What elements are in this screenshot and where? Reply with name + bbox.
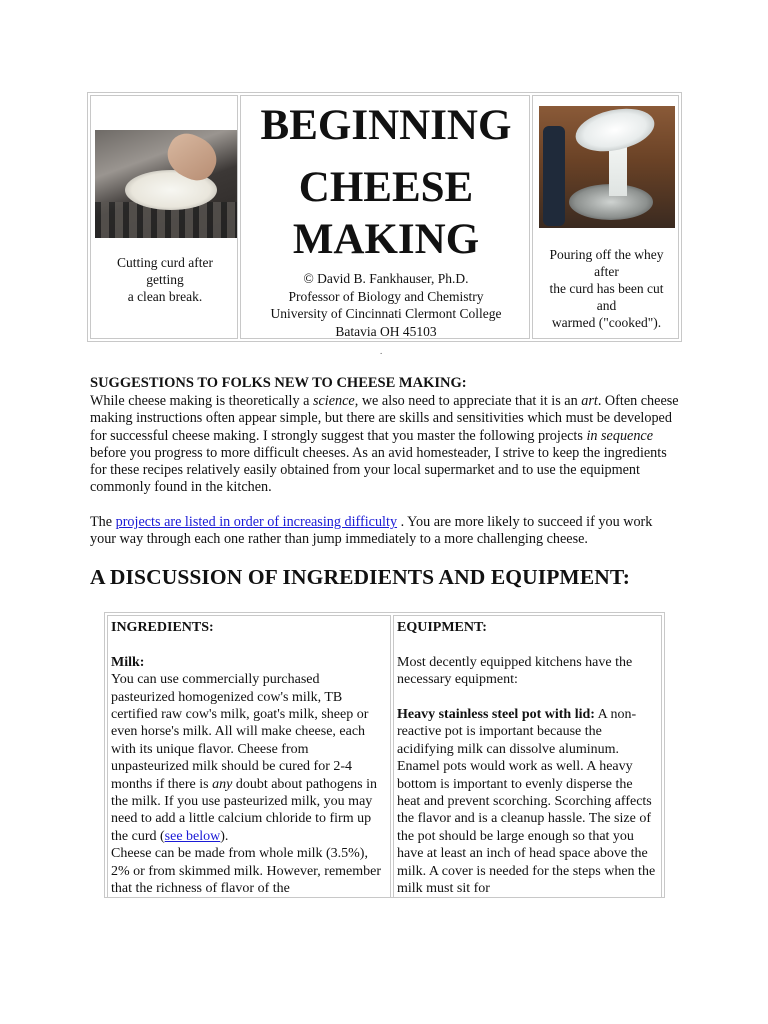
emphasis-any: any (212, 776, 233, 792)
emphasis-sequence: in sequence (586, 427, 654, 444)
caption-line: Cutting curd after (117, 255, 213, 270)
ingredients-column (107, 615, 391, 898)
left-photo-caption (91, 254, 239, 305)
right-photo-caption (533, 246, 680, 331)
caption-line: getting (146, 272, 184, 287)
emphasis-science: science (312, 393, 355, 409)
see-below-link[interactable]: see below (164, 828, 221, 844)
equipment-intro: Most decently equipped kitchens have the necessary equipment: (397, 654, 633, 688)
discussion-heading: A DISCUSSION OF INGREDIENTS AND EQUIPMENT: (90, 565, 630, 589)
caption-line: a clean break. (127, 289, 203, 304)
milk-paragraph (111, 671, 386, 845)
caption-line: after (594, 264, 619, 279)
emphasis-art: art (581, 393, 598, 409)
caption-line: the curd has been cut (549, 281, 664, 296)
suggestions-heading: SUGGESTIONS TO FOLKS NEW TO CHEESE MAKING: (90, 375, 467, 391)
pouring-whey-photo (539, 106, 675, 228)
text-run: before you progress to more difficult cheeses. As an avid homesteader, I strive to keep the ingredients for these recipes relatively easily obtained from your local supermarket and to use the equipment commonly found in the kitchen. (90, 444, 667, 496)
byline-line: Batavia OH 45103 (335, 323, 437, 339)
equipment-header: EQUIPMENT: (397, 620, 487, 635)
projects-list-link[interactable]: projects are listed in order of increasing difficulty (115, 514, 398, 530)
text-run: You can use commercially purchased pasteurized homogenized cow's milk, TB certified raw cow's milk, goat's milk, sheep or even horse's milk. All will make cheese, each with its unique flavor. Cheese from unpasteurized milk should be cured for 2-4 months if there is (111, 672, 369, 792)
caption-line: Pouring off the whey (549, 247, 664, 262)
byline-line: Professor of Biology and Chemistry (288, 288, 484, 304)
pot-title: Heavy stainless steel pot with lid: (397, 707, 595, 722)
byline-line: © David B. Fankhauser, Ph.D. (303, 271, 469, 286)
title-line: BEGINNING (260, 102, 512, 149)
equipment-column (393, 615, 662, 898)
caption-line: warmed ("cooked"). (551, 315, 662, 330)
byline-line: University of Cincinnati Clermont College (270, 306, 502, 321)
header-table (87, 92, 682, 342)
text-run: The (90, 514, 116, 530)
title-line: MAKING (292, 216, 480, 263)
milk-paragraph-2: Cheese can be made from whole milk (3.5%), 2% or from skimmed milk. However, remember that the richness of flavor of the (111, 846, 382, 897)
text-run: A non-reactive pot is important because the acidifying milk can dissolve aluminum. Enamel pots would work as well. A heavy bottom is important to evenly disperse the heat and prevent scorching. Scorching affects the flavor and is a cleanup hassle. The size of the pot should be large enough so that you have at least an inch of head space above the milk. A cover is needed for the steps when the milk must sit for (397, 707, 656, 897)
text-run: While cheese making is theoretically a (90, 393, 313, 409)
separator-dot: . (380, 346, 383, 356)
text-run: , we also need to appreciate that it is an (354, 393, 582, 409)
title-line: CHEESE (298, 164, 474, 211)
caption-line: and (596, 298, 617, 313)
pot-paragraph (397, 706, 659, 897)
page-title (241, 100, 531, 266)
text-run: . Often cheese making instructions often appear simple, but there are skills and sensitivities which must be developed for successful cheese making. I strongly suggest that you master the following projects (90, 393, 679, 444)
milk-title: Milk: (111, 654, 145, 670)
header-left-cell (90, 95, 238, 339)
text-run: ). (220, 828, 229, 844)
author-byline (241, 270, 531, 340)
header-right-cell (532, 95, 679, 339)
text-run: . You are more likely to succeed if you work your way through each one rather than jump immediately to a more challenging cheese. (90, 514, 653, 548)
ingredients-header: INGREDIENTS: (111, 620, 214, 635)
header-title-cell (240, 95, 530, 339)
text-run: doubt about pathogens in the milk. If you use pasteurized milk, you may need to add a little calcium chloride to firm up the curd ( (111, 776, 377, 844)
projects-paragraph (90, 514, 680, 549)
ingredients-equipment-table (104, 612, 665, 898)
cutting-curd-photo (95, 130, 237, 238)
suggestions-paragraph (90, 393, 680, 497)
